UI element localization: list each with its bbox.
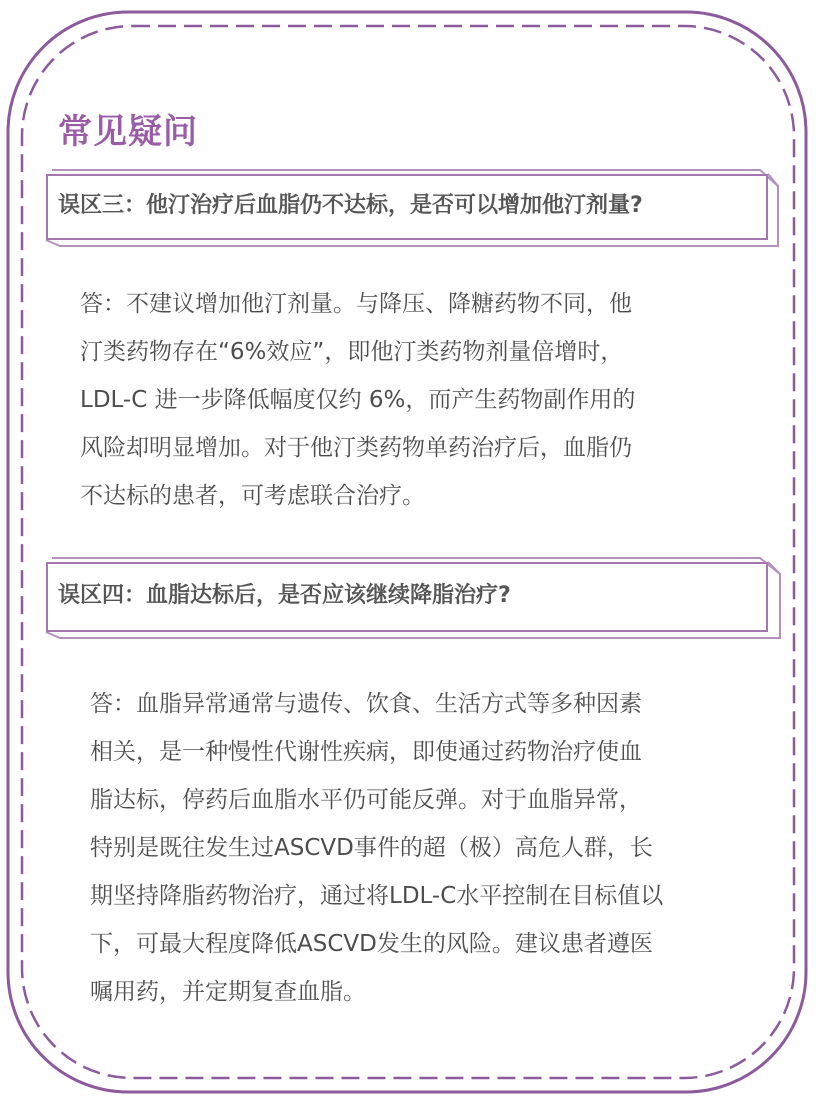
question-box-4 bbox=[46, 562, 768, 632]
answer-4-line: 特别是既往发生过ASCVD事件的超（极）高危人群，长 bbox=[90, 835, 653, 861]
answer-3-line: 答：不建议增加他汀剂量。与降压、降糖药物不同，他 bbox=[80, 291, 632, 317]
answer-4-line: 相关，是一种慢性代谢性疾病，即使通过药物治疗使血 bbox=[90, 739, 642, 765]
answer-4-line: 答：血脂异常通常与遗传、饮食、生活方式等多种因素 bbox=[90, 691, 642, 717]
page-title: 常见疑问 bbox=[58, 112, 198, 152]
answer-4-line: 嘱用药，并定期复查血脂。 bbox=[90, 979, 366, 1005]
question-4-text: 误区四：血脂达标后，是否应该继续降脂治疗? bbox=[58, 582, 511, 608]
answer-4-line: 下，可最大程度降低ASCVD发生的风险。建议患者遵医 bbox=[90, 931, 653, 957]
answer-4 bbox=[90, 680, 770, 1016]
answer-4-line: 期坚持降脂药物治疗，通过将LDL-C水平控制在目标值以 bbox=[90, 883, 664, 909]
answer-4-line: 脂达标，停药后血脂水平仍可能反弹。对于血脂异常， bbox=[90, 787, 642, 813]
answer-3-line: 不达标的患者，可考虑联合治疗。 bbox=[80, 483, 425, 509]
answer-3 bbox=[80, 280, 760, 520]
answer-3-line: LDL-C 进一步降低幅度仅约 6%，而产生药物副作用的 bbox=[80, 387, 636, 413]
question-box-3 bbox=[46, 174, 768, 240]
question-3-text: 误区三：他汀治疗后血脂仍不达标，是否可以增加他汀剂量? bbox=[58, 192, 643, 218]
answer-3-line: 风险却明显增加。对于他汀类药物单药治疗后，血脂仍 bbox=[80, 435, 632, 461]
answer-3-line: 汀类药物存在“6%效应”，即他汀类药物剂量倍增时， bbox=[80, 339, 624, 365]
